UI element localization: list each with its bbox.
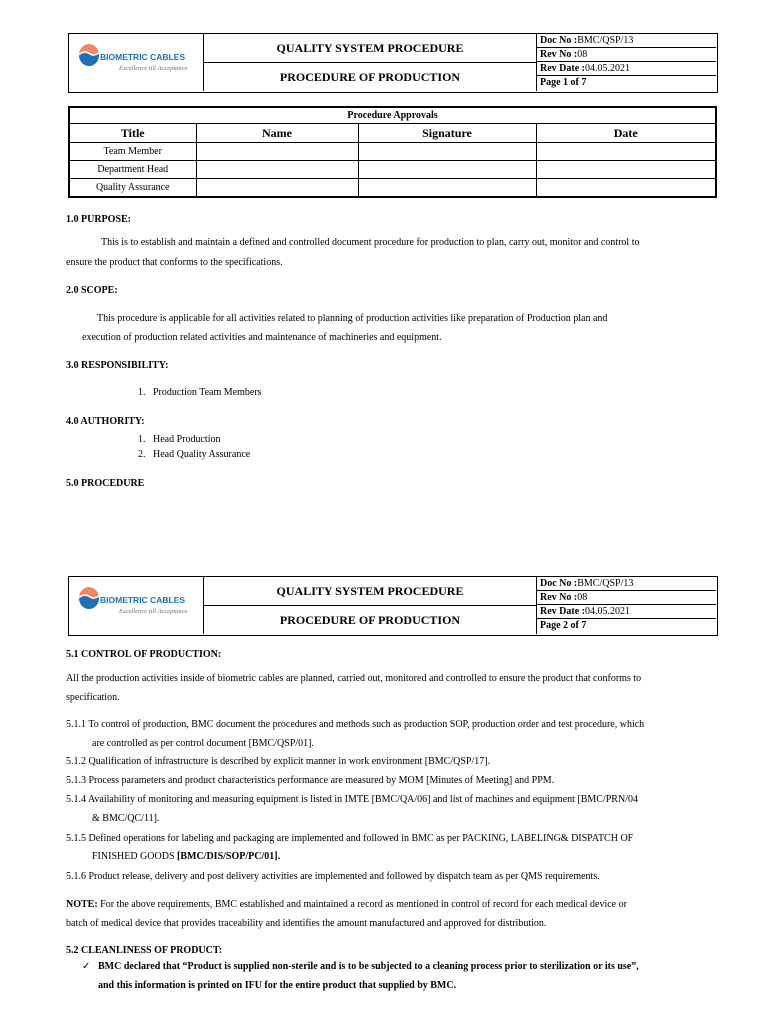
clause-5-1-4-continuation: & BMC/QC/11]. xyxy=(92,813,160,824)
table-row xyxy=(69,179,716,198)
company-tagline: Excellence till Acceptance xyxy=(119,65,188,72)
clause-5-1-6: 5.1.6 Product release, delivery and post delivery activities are implemented and followed by dispatch team as per QMS requirements. xyxy=(66,871,600,882)
procedure-type-title: QUALITY SYSTEM PROCEDURE xyxy=(204,577,537,606)
approval-name-cell xyxy=(196,143,358,161)
control-intro-line: All the production activities inside of biometric cables are planned, carried out, monitored and controlled to ensure the product that conforms to xyxy=(66,673,642,684)
rev-no-value: 08 xyxy=(577,49,588,60)
check-mark-icon: ✓ xyxy=(82,961,91,972)
company-name: BIOMETRIC CABLES xyxy=(100,52,185,62)
authority-item-number: 2. xyxy=(138,449,146,460)
approval-date-cell xyxy=(536,179,716,198)
responsibility-item: Production Team Members xyxy=(153,387,262,398)
authority-heading: 4.0 AUTHORITY: xyxy=(66,416,145,427)
document-header xyxy=(68,576,718,636)
table-row xyxy=(69,143,716,161)
rev-no-value: 08 xyxy=(577,592,588,603)
approval-date-cell xyxy=(536,161,716,179)
responsibility-item-number: 1. xyxy=(138,387,146,398)
scope-text-line: This procedure is applicable for all activities related to planning of production activities like preparation of Production plan and xyxy=(97,313,608,324)
clause-5-1-5-continuation-text: FINISHED GOODS xyxy=(92,851,178,862)
rev-no-cell xyxy=(537,591,716,605)
cleanliness-bullet-line: BMC declared that “Product is supplied non-sterile and is to be subjected to a cleaning process prior to sterilization or its use”, xyxy=(98,961,639,972)
doc-no-cell xyxy=(537,34,716,48)
approval-signature-cell xyxy=(358,179,536,198)
procedure-type-title: QUALITY SYSTEM PROCEDURE xyxy=(204,34,537,63)
doc-no-cell xyxy=(537,577,716,591)
authority-item: Head Production xyxy=(153,434,221,445)
note-line xyxy=(66,899,627,911)
column-header-signature: Signature xyxy=(358,124,536,143)
doc-no-value: BMC/QSP/13 xyxy=(577,35,634,46)
doc-no-label: Doc No : xyxy=(540,578,578,589)
rev-no-label: Rev No : xyxy=(540,49,578,60)
scope-text-line: execution of production related activities and maintenance of machineries and equipment. xyxy=(82,332,442,343)
procedure-approvals-table xyxy=(68,106,717,198)
authority-item-number: 1. xyxy=(138,434,146,445)
authority-item: Head Quality Assurance xyxy=(153,449,251,460)
approval-name-cell xyxy=(196,161,358,179)
rev-date-label: Rev Date : xyxy=(540,606,585,617)
approval-date-cell xyxy=(536,143,716,161)
scope-heading: 2.0 SCOPE: xyxy=(66,285,118,296)
responsibility-heading: 3.0 RESPONSIBILITY: xyxy=(66,360,169,371)
clause-5-1-5-reference: [BMC/DIS/SOP/PC/01]. xyxy=(177,851,281,862)
cleanliness-heading: 5.2 CLEANLINESS OF PRODUCT: xyxy=(66,945,223,956)
purpose-text-line: ensure the product that conforms to the specifications. xyxy=(66,257,283,268)
column-header-date: Date xyxy=(536,124,716,143)
rev-date-value: 04.05.2021 xyxy=(584,63,630,74)
control-of-production-heading: 5.1 CONTROL OF PRODUCTION: xyxy=(66,649,222,660)
column-header-name: Name xyxy=(196,124,358,143)
doc-no-value: BMC/QSP/13 xyxy=(577,578,634,589)
rev-no-label: Rev No : xyxy=(540,592,578,603)
procedure-name-title: PROCEDURE OF PRODUCTION xyxy=(204,606,537,634)
approval-name-cell xyxy=(196,179,358,198)
procedure-name-title: PROCEDURE OF PRODUCTION xyxy=(204,63,537,91)
page-number: Page 1 of 7 xyxy=(540,77,587,88)
procedure-heading: 5.0 PROCEDURE xyxy=(66,478,145,489)
company-logo-icon xyxy=(78,586,100,610)
rev-date-label: Rev Date : xyxy=(540,63,585,74)
approval-signature-cell xyxy=(358,143,536,161)
logo-cell xyxy=(69,34,204,91)
clause-5-1-4: 5.1.4 Availability of monitoring and measuring equipment is listed in IMTE [BMC/QA/06] and list of machines and equipment [BMC/PRN/04 xyxy=(66,794,638,805)
doc-no-label: Doc No : xyxy=(540,35,578,46)
approval-role: Team Member xyxy=(69,143,196,161)
approvals-caption: Procedure Approvals xyxy=(69,107,716,124)
note-continuation: batch of medical device that provides traceability and identifies the amount manufactured and approved for distribution. xyxy=(66,918,547,929)
clause-5-1-5: 5.1.5 Defined operations for labeling and packaging are implemented and followed in BMC as per PACKING, LABELING& DISPATCH OF xyxy=(66,833,634,844)
company-tagline: Excellence till Acceptance xyxy=(119,608,188,615)
approval-signature-cell xyxy=(358,161,536,179)
rev-date-cell xyxy=(537,62,716,76)
clause-5-1-1-continuation: are controlled as per control document [BMC/QSP/01]. xyxy=(92,738,314,749)
rev-date-cell xyxy=(537,605,716,619)
clause-5-1-2: 5.1.2 Qualification of infrastructure is described by explicit manner in work environment [BMC/QSP/17]. xyxy=(66,756,491,767)
document-header xyxy=(68,33,718,93)
note-label: NOTE: xyxy=(66,899,98,910)
purpose-text-line: This is to establish and maintain a defined and controlled document procedure for production to plan, carry out, monitor and control to xyxy=(101,237,640,248)
purpose-heading: 1.0 PURPOSE: xyxy=(66,214,131,225)
company-name: BIOMETRIC CABLES xyxy=(100,595,185,605)
approval-role: Department Head xyxy=(69,161,196,179)
page-number: Page 2 of 7 xyxy=(540,620,587,631)
approval-role: Quality Assurance xyxy=(69,179,196,198)
clause-5-1-1: 5.1.1 To control of production, BMC document the procedures and methods such as production SOP, production order and test procedure, which xyxy=(66,719,645,730)
cleanliness-bullet-line: and this information is printed on IFU for the entire product that supplied by BMC. xyxy=(98,980,457,991)
note-text: For the above requirements, BMC established and maintained a record as mentioned in control of record for each medical device or xyxy=(97,899,627,910)
clause-5-1-3: 5.1.3 Process parameters and product characteristics performance are measured by MOM [Minutes of Meeting] and PPM. xyxy=(66,775,555,786)
company-logo-icon xyxy=(78,43,100,67)
rev-no-cell xyxy=(537,48,716,62)
clause-5-1-5-continuation xyxy=(92,851,280,863)
rev-date-value: 04.05.2021 xyxy=(584,606,630,617)
logo-cell xyxy=(69,577,204,634)
column-header-title: Title xyxy=(69,124,196,143)
table-row xyxy=(69,161,716,179)
control-intro-line: specification. xyxy=(66,692,120,703)
